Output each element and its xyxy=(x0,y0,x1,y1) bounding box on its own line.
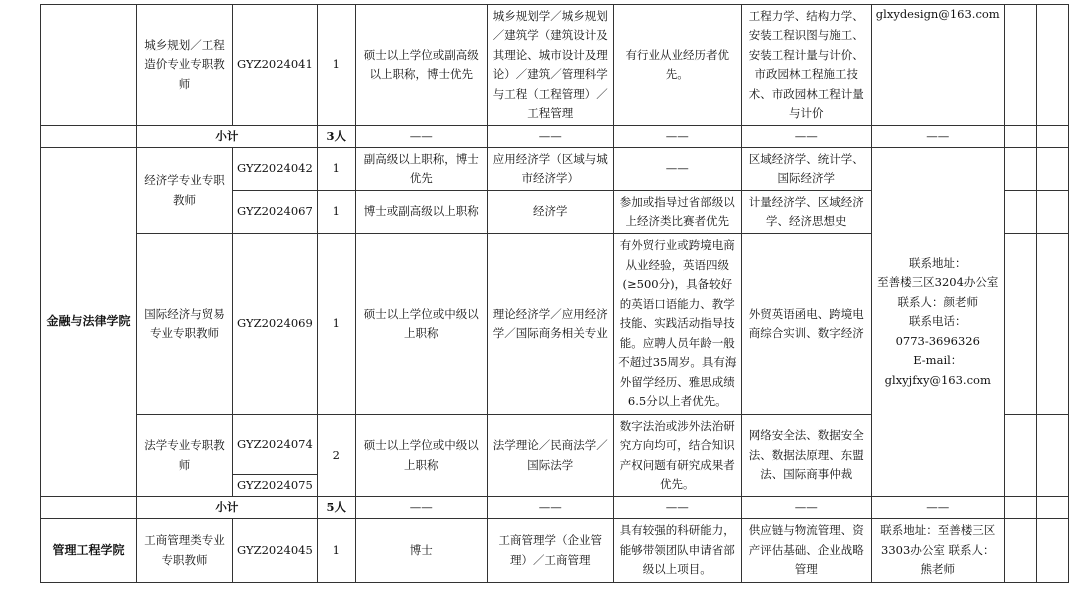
position-cell: 城乡规划／工程造价专业专职教师 xyxy=(137,5,233,126)
dash-cell: —— xyxy=(741,497,871,519)
subtotal-label: 小计 xyxy=(137,497,318,519)
table-row xyxy=(41,5,1069,126)
other-cell: 有行业从业经历者优先。 xyxy=(613,5,741,126)
dash-cell: —— xyxy=(871,126,1004,148)
extra-cell xyxy=(1036,126,1068,148)
degree-cell: 博士或副高级以上职称 xyxy=(355,191,487,234)
major-cell: 法学理论／民商法学／国际法学 xyxy=(487,415,613,497)
dash-cell: —— xyxy=(613,126,741,148)
contact-email-label: E-mail： xyxy=(913,353,963,368)
extra-cell xyxy=(1036,234,1068,415)
position-cell: 法学专业专职教师 xyxy=(137,415,233,497)
contact-phone-label: 联系电话： xyxy=(909,314,967,329)
contact-cell-finance xyxy=(871,148,1004,497)
courses-cell: 工程力学、结构力学、安装工程识图与施工、安装工程计量与计价、市政园林工程施工技术、市政园林工程计量与计价 xyxy=(741,5,871,126)
code-cell: GYZ2024067 xyxy=(233,191,318,234)
major-cell: 工商管理学（企业管理）／工商管理 xyxy=(487,519,613,583)
major-cell: 理论经济学／应用经济学／国际商务相关专业 xyxy=(487,234,613,415)
extra-cell xyxy=(1004,5,1036,126)
count-cell: 1 xyxy=(317,519,355,583)
college-cell-prev xyxy=(41,5,137,126)
empty-cell xyxy=(41,497,137,519)
dash-cell: —— xyxy=(741,126,871,148)
degree-cell: 硕士以上学位或中级以上职称 xyxy=(355,415,487,497)
degree-cell: 硕士以上学位或中级以上职称 xyxy=(355,234,487,415)
subtotal-count: 5人 xyxy=(317,497,355,519)
courses-cell: 供应链与物流管理、资产评估基础、企业战略管理 xyxy=(741,519,871,583)
count-cell: 1 xyxy=(317,148,355,191)
courses-cell: 区域经济学、统计学、国际经济学 xyxy=(741,148,871,191)
extra-cell xyxy=(1004,191,1036,234)
position-cell: 国际经济与贸易专业专职教师 xyxy=(137,234,233,415)
extra-cell xyxy=(1004,519,1036,583)
extra-cell xyxy=(1004,148,1036,191)
code-cell: GYZ2024041 xyxy=(233,5,318,126)
contact-cell: glxydesign@163.com xyxy=(871,5,1004,126)
dash-cell: —— xyxy=(355,126,487,148)
code-cell: GYZ2024074 xyxy=(233,415,318,475)
recruitment-table xyxy=(40,4,1069,583)
college-name-mgmt: 管理工程学院 xyxy=(41,519,137,583)
position-cell: 工商管理类专业专职教师 xyxy=(137,519,233,583)
code-cell: GYZ2024045 xyxy=(233,519,318,583)
extra-cell xyxy=(1036,191,1068,234)
other-cell: 有外贸行业或跨境电商从业经验，英语四级(≥500分)，具备较好的英语口语能力、教学技能、实践活动指导技能。应聘人员年龄一般不超过35周岁。具有海外留学经历、雅思成绩6.5分以上者优先。 xyxy=(613,234,741,415)
count-cell: 1 xyxy=(317,5,355,126)
subtotal-count: 3人 xyxy=(317,126,355,148)
courses-cell: 网络安全法、数据安全法、数据法原理、东盟法、国际商事仲裁 xyxy=(741,415,871,497)
other-cell: 具有较强的科研能力，能够带领团队申请省部级以上项目。 xyxy=(613,519,741,583)
contact-cell: 联系地址：至善楼三区3303办公室 联系人：熊老师 xyxy=(871,519,1004,583)
count-cell: 2 xyxy=(317,415,355,497)
extra-cell xyxy=(1004,497,1036,519)
contact-email: glxyjfxy@163.com xyxy=(884,372,991,387)
major-cell: 城乡规划学／城乡规划／建筑学（建筑设计及其理论、城市设计及理论）／建筑／管理科学与工程（工程管理）／工程管理 xyxy=(487,5,613,126)
major-cell: 经济学 xyxy=(487,191,613,234)
other-cell: 参加或指导过省部级以上经济类比赛者优先 xyxy=(613,191,741,234)
extra-cell xyxy=(1036,148,1068,191)
code-cell: GYZ2024069 xyxy=(233,234,318,415)
major-cell: 应用经济学（区域与城市经济学） xyxy=(487,148,613,191)
contact-address: 至善楼三区3204办公室 xyxy=(877,275,999,290)
extra-cell xyxy=(1004,126,1036,148)
degree-cell: 博士 xyxy=(355,519,487,583)
extra-cell xyxy=(1036,415,1068,497)
code-cell: GYZ2024042 xyxy=(233,148,318,191)
dash-cell: —— xyxy=(613,497,741,519)
extra-cell xyxy=(1036,497,1068,519)
dash-cell: —— xyxy=(871,497,1004,519)
contact-address-label: 联系地址： xyxy=(909,255,967,270)
other-cell: —— xyxy=(613,148,741,191)
subtotal-label: 小计 xyxy=(137,126,318,148)
empty-cell xyxy=(41,126,137,148)
position-cell: 经济学专业专职教师 xyxy=(137,148,233,234)
dash-cell: —— xyxy=(487,497,613,519)
degree-cell: 副高级以上职称，博士优先 xyxy=(355,148,487,191)
subtotal-row xyxy=(41,126,1069,148)
contact-person: 联系人：颜老师 xyxy=(897,294,978,309)
dash-cell: —— xyxy=(487,126,613,148)
table-row xyxy=(41,148,1069,191)
college-name-finance: 金融与法律学院 xyxy=(41,148,137,497)
other-cell: 数字法治或涉外法治研究方向均可，结合知识产权问题有研究成果者优先。 xyxy=(613,415,741,497)
courses-cell: 外贸英语函电、跨境电商综合实训、数字经济 xyxy=(741,234,871,415)
courses-cell: 计量经济学、区域经济学、经济思想史 xyxy=(741,191,871,234)
extra-cell xyxy=(1004,234,1036,415)
contact-phone: 0773-3696326 xyxy=(895,333,980,348)
degree-cell: 硕士以上学位或副高级以上职称，博士优先 xyxy=(355,5,487,126)
dash-cell: —— xyxy=(355,497,487,519)
extra-cell xyxy=(1036,5,1068,126)
extra-cell xyxy=(1036,519,1068,583)
subtotal-row xyxy=(41,497,1069,519)
extra-cell xyxy=(1004,415,1036,497)
count-cell: 1 xyxy=(317,191,355,234)
count-cell: 1 xyxy=(317,234,355,415)
table-row xyxy=(41,519,1069,583)
code-cell: GYZ2024075 xyxy=(233,475,318,497)
